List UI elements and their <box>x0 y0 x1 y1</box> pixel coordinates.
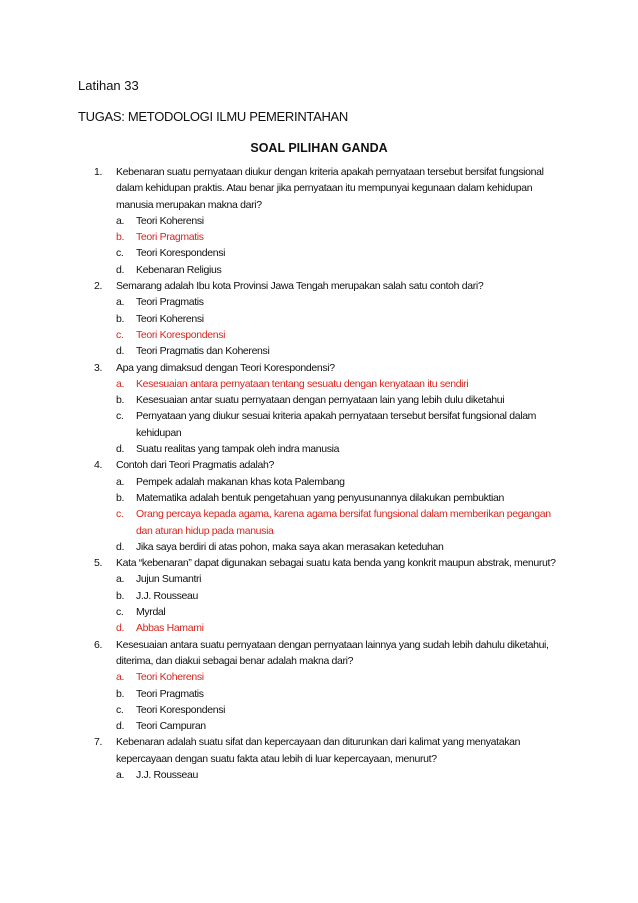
option-text: Teori Korespondensi <box>136 247 226 260</box>
option-text: Teori Koherensi <box>136 312 204 325</box>
option-text: Suatu realitas yang tampak oleh indra manusia <box>136 443 340 456</box>
question-3 <box>94 360 564 376</box>
option-letter: b. <box>116 589 125 602</box>
question-list <box>94 164 564 783</box>
option-letter: d. <box>116 622 125 635</box>
option <box>116 441 564 457</box>
option-letter: a. <box>116 214 125 227</box>
option-text: Myrdal <box>136 606 166 619</box>
option <box>116 392 564 408</box>
option-letter: c. <box>116 328 124 341</box>
option-letter: c. <box>116 508 124 521</box>
option-letter: c. <box>116 247 124 260</box>
option-letter: a. <box>116 768 125 781</box>
correct-option <box>116 327 564 343</box>
option-text: Teori Koherensi <box>136 671 204 684</box>
correct-option <box>116 506 564 539</box>
question-6 <box>94 637 564 670</box>
option-letter: b. <box>116 231 125 244</box>
option-text: J.J. Rousseau <box>136 768 198 781</box>
option <box>116 571 564 587</box>
question-text: Kebenaran adalah suatu sifat dan kepercayaan dan diturunkan dari kalimat yang menyatakan kepercayaan dengan suatu fakta atau lebih di luar kepercayaan, menurut? <box>116 736 521 765</box>
option-text: Pempek adalah makanan khas kota Palembang <box>136 475 345 488</box>
option-letter: a. <box>116 296 125 309</box>
option-letter: c. <box>116 703 124 716</box>
option-letter: b. <box>116 394 125 407</box>
option <box>116 408 564 441</box>
option-text: Pernyataan yang diukur sesuai kriteria apakah pernyataan tersebut bersifat fungsional dalam kehidupan <box>136 410 537 439</box>
option-text: Matematika adalah bentuk pengetahuan yang penyusunannya dilakukan pembuktian <box>136 491 505 504</box>
option <box>116 588 564 604</box>
question-text: Contoh dari Teori Pragmatis adalah? <box>116 459 274 472</box>
option-text: Kebenaran Religius <box>136 263 222 276</box>
assignment-title: TUGAS: METODOLOGI ILMU PEMERINTAHAN <box>78 109 348 124</box>
option-text: Jujun Sumantri <box>136 573 202 586</box>
option-letter: d. <box>116 345 125 358</box>
option-text: Teori Campuran <box>136 720 206 733</box>
option <box>116 311 564 327</box>
option-letter: d. <box>116 263 125 276</box>
section-title: SOAL PILIHAN GANDA <box>250 141 388 155</box>
option-text: Teori Pragmatis <box>136 687 204 700</box>
option-letter: c. <box>116 410 124 423</box>
option-text: Teori Koherensi <box>136 214 204 227</box>
option-text: Abbas Hamami <box>136 622 204 635</box>
option-letter: a. <box>116 377 125 390</box>
option <box>116 490 564 506</box>
question-text: Semarang adalah Ibu kota Provinsi Jawa Tengah merupakan salah satu contoh dari? <box>116 280 484 293</box>
option <box>116 474 564 490</box>
correct-option <box>116 620 564 636</box>
question-text: Kesesuaian antara suatu pernyataan dengan pernyataan lainnya yang sudah lebih dahulu diketahui, diterima, dan diakui sebagai benar adalah makna dari? <box>116 638 549 667</box>
option-letter: a. <box>116 475 125 488</box>
question-4 <box>94 457 564 473</box>
option-letter: a. <box>116 671 125 684</box>
question-number: 1. <box>94 166 103 178</box>
question-number: 3. <box>94 361 103 374</box>
correct-option <box>116 229 564 245</box>
question-number: 5. <box>94 557 103 570</box>
option <box>116 343 564 359</box>
option <box>116 686 564 702</box>
question-2 <box>94 278 564 294</box>
option <box>116 604 564 620</box>
option-text: Kesesuaian antara pernyataan tentang sesuatu dengan kenyataan itu sendiri <box>136 377 469 390</box>
option-letter: d. <box>116 540 125 553</box>
option-letter: d. <box>116 443 125 456</box>
option <box>116 539 564 555</box>
option-letter: b. <box>116 687 125 700</box>
correct-option <box>116 669 564 685</box>
question-text: Apa yang dimaksud dengan Teori Korespondensi? <box>116 361 335 374</box>
option-text: Jika saya berdiri di atas pohon, maka saya akan merasakan keteduhan <box>136 540 444 553</box>
question-number: 6. <box>94 638 103 651</box>
question-number: 4. <box>94 459 103 472</box>
option-letter: b. <box>116 312 125 325</box>
question-number: 7. <box>94 736 103 749</box>
option-text: Kesesuaian antar suatu pernyataan dengan pernyataan lain yang lebih dulu diketahui <box>136 394 505 407</box>
option-text: Teori Pragmatis dan Koherensi <box>136 345 270 358</box>
question-7 <box>94 734 564 767</box>
question-5 <box>94 555 564 571</box>
option-text: Teori Korespondensi <box>136 703 226 716</box>
option <box>116 262 564 278</box>
option-letter: c. <box>116 606 124 619</box>
option <box>116 718 564 734</box>
option <box>116 294 564 310</box>
option-letter: d. <box>116 720 125 733</box>
option <box>116 213 564 229</box>
question-text: Kata “kebenaran” dapat digunakan sebagai suatu kata benda yang konkrit maupun abstrak, menurut? <box>116 557 556 570</box>
option-text: Teori Pragmatis <box>136 231 204 244</box>
option-text: Teori Korespondensi <box>136 328 226 341</box>
option-letter: a. <box>116 573 125 586</box>
option <box>116 245 564 261</box>
correct-option <box>116 376 564 392</box>
option-text: J.J. Rousseau <box>136 589 198 602</box>
question-text: Kebenaran suatu pernyataan diukur dengan kriteria apakah pernyataan tersebut bersifat fungsional dalam kehidupan praktis. Atau benar jika pernyataan itu mempunyai kegunaan dalam kehidupan manusia merupakan makna dari? <box>116 166 544 211</box>
option <box>116 767 564 783</box>
option-letter: b. <box>116 491 125 504</box>
question-1 <box>94 164 564 213</box>
option-text: Orang percaya kepada agama, karena agama bersifat fungsional dalam memberikan pegangan dan aturan hidup pada manusia <box>136 508 551 537</box>
exercise-label: Latihan 33 <box>78 78 139 93</box>
question-number: 2. <box>94 280 103 293</box>
option-text: Teori Pragmatis <box>136 296 204 309</box>
option <box>116 702 564 718</box>
